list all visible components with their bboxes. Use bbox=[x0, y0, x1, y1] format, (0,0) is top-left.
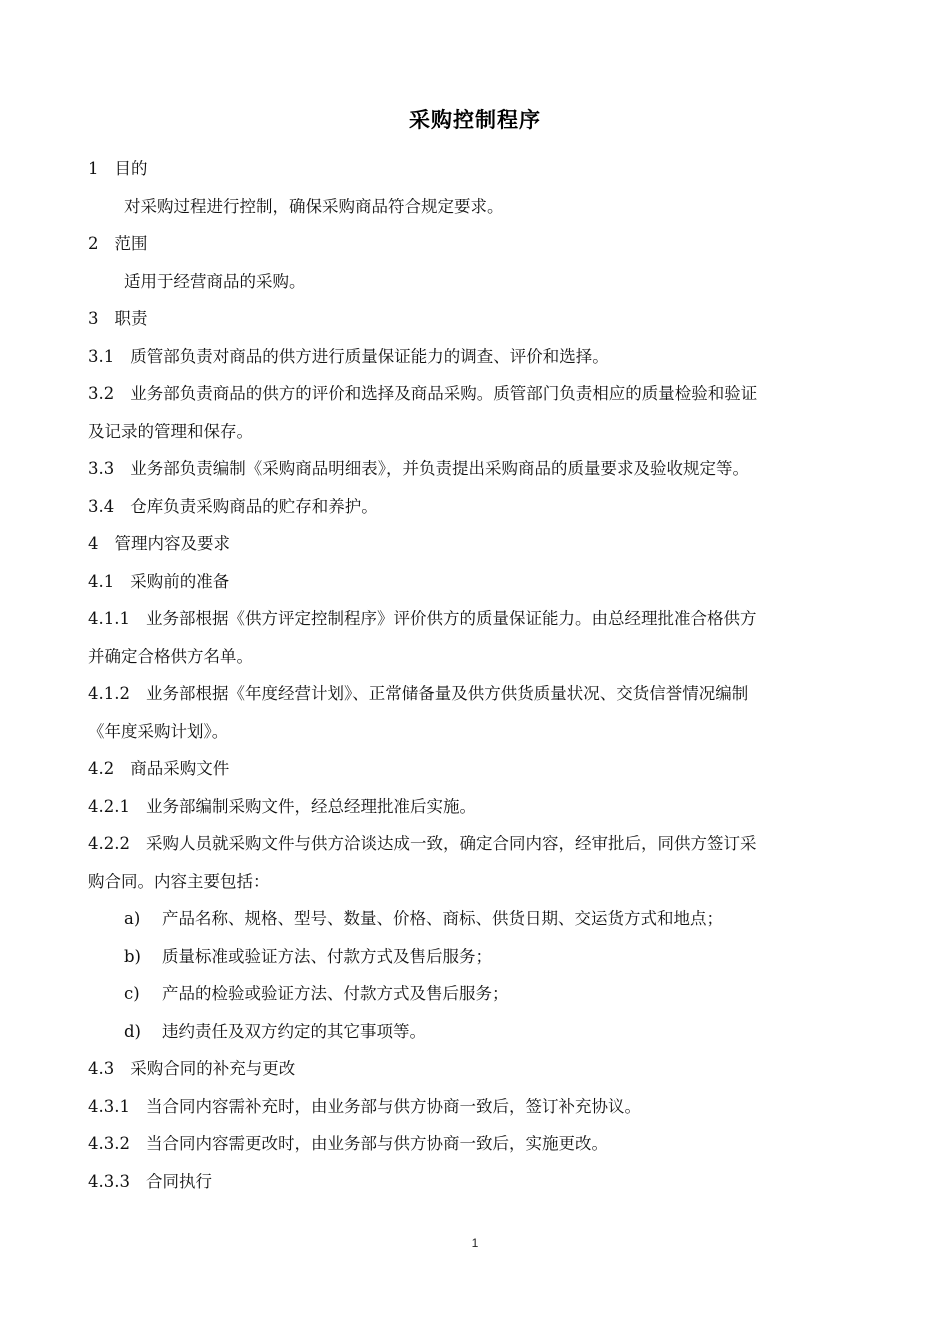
heading-1 bbox=[88, 150, 868, 188]
section-number: 4.2 bbox=[88, 759, 115, 778]
section-text: 质管部负责对商品的供方进行质量保证能力的调查、评价和选择。 bbox=[130, 346, 609, 366]
section-text: 业务部根据《年度经营计划》、正常储备量及供方供货质量状况、交货信誉情况编制 bbox=[145, 684, 749, 703]
clause-4-1 bbox=[88, 563, 868, 601]
section-text: 采购合同的补充与更改 bbox=[130, 1059, 296, 1078]
section-text: 范围 bbox=[114, 234, 148, 253]
section-number: 4.1.2 bbox=[88, 684, 130, 703]
list-marker: d) bbox=[124, 1021, 141, 1041]
clause-continuation: 及记录的管理和保存。 bbox=[88, 421, 253, 441]
section-number: 3.2 bbox=[88, 384, 115, 403]
section-number: 3.4 bbox=[88, 496, 115, 516]
clause-4-1-2 bbox=[88, 675, 868, 713]
clause-3-2 bbox=[88, 375, 868, 413]
section-text: 业务部负责商品的供方的评价和选择及商品采购。质管部门负责相应的质量检验和验证 bbox=[130, 384, 758, 403]
heading-2 bbox=[88, 225, 868, 263]
section-text: 商品采购文件 bbox=[130, 759, 230, 778]
list-item bbox=[88, 938, 868, 976]
section-number: 4.1 bbox=[88, 571, 115, 591]
section-text: 仓库负责采购商品的贮存和养护。 bbox=[130, 496, 378, 516]
section-number: 3.3 bbox=[88, 459, 115, 478]
section-text: 业务部编制采购文件，经总经理批准后实施。 bbox=[145, 796, 476, 816]
page-number: 1 bbox=[471, 1236, 479, 1250]
section-number: 4.3.1 bbox=[88, 1096, 130, 1116]
section-text: 管理内容及要求 bbox=[114, 534, 230, 553]
clause-3-3 bbox=[88, 450, 868, 488]
clause-3-1 bbox=[88, 338, 868, 376]
list-marker: a) bbox=[124, 909, 141, 928]
clause-4-1-1 bbox=[88, 600, 868, 638]
clause-4-2-2 bbox=[88, 825, 868, 863]
section-text: 目的 bbox=[114, 159, 148, 178]
clause-4-2 bbox=[88, 750, 868, 788]
list-text: 质量标准或验证方法、付款方式及售后服务； bbox=[162, 946, 492, 966]
section-text: 采购前的准备 bbox=[130, 571, 230, 591]
clause-4-3-1 bbox=[88, 1088, 868, 1126]
document-body bbox=[88, 150, 868, 1200]
clause-4-3-3 bbox=[88, 1163, 868, 1201]
section-number: 4.2.2 bbox=[88, 834, 130, 853]
section-text: 业务部根据《供方评定控制程序》评价供方的质量保证能力。由总经理批准合格供方 bbox=[145, 609, 757, 628]
list-text: 产品的检验或验证方法、付款方式及售后服务； bbox=[162, 984, 509, 1003]
list-item bbox=[88, 1013, 868, 1051]
list-item bbox=[88, 900, 868, 938]
clause-4-3 bbox=[88, 1050, 868, 1088]
section-number: 1 bbox=[88, 159, 99, 178]
section-number: 4 bbox=[88, 534, 99, 553]
list-marker: c) bbox=[124, 984, 140, 1003]
document-title: 采购控制程序 bbox=[409, 108, 541, 132]
section-number: 4.3 bbox=[88, 1059, 115, 1078]
section-number: 4.1.1 bbox=[88, 609, 130, 628]
list-text: 违约责任及双方约定的其它事项等。 bbox=[162, 1021, 426, 1041]
section-number: 4.3.3 bbox=[88, 1171, 130, 1191]
list-marker: b) bbox=[124, 946, 141, 966]
section-number: 2 bbox=[88, 234, 99, 253]
clause-4-2-1 bbox=[88, 788, 868, 826]
clause-continuation: 并确定合格供方名单。 bbox=[88, 646, 253, 666]
section-number: 4.3.2 bbox=[88, 1134, 130, 1153]
list-item bbox=[88, 975, 868, 1013]
clause-3-4 bbox=[88, 488, 868, 526]
section-number: 3 bbox=[88, 309, 99, 328]
section-text: 业务部负责编制《采购商品明细表》，并负责提出采购商品的质量要求及验收规定等。 bbox=[130, 459, 749, 478]
section-text: 采购人员就采购文件与供方洽谈达成一致，确定合同内容，经审批后，同供方签订采 bbox=[145, 834, 757, 853]
clause-continuation: 购合同。内容主要包括： bbox=[88, 871, 270, 891]
clause-4-3-2 bbox=[88, 1125, 868, 1163]
clause-continuation: 《年度采购计划》。 bbox=[88, 721, 229, 741]
section-text: 当合同内容需补充时，由业务部与供方协商一致后，签订补充协议。 bbox=[145, 1096, 641, 1116]
heading-3 bbox=[88, 300, 868, 338]
section-text: 合同执行 bbox=[145, 1171, 212, 1191]
heading-4 bbox=[88, 525, 868, 563]
list-text: 产品名称、规格、型号、数量、价格、商标、供货日期、交运货方式和地点； bbox=[162, 909, 723, 928]
section-number: 3.1 bbox=[88, 346, 115, 366]
section-text: 职责 bbox=[114, 309, 148, 328]
section-number: 4.2.1 bbox=[88, 796, 130, 816]
paragraph: 适用于经营商品的采购。 bbox=[124, 271, 306, 291]
paragraph: 对采购过程进行控制，确保采购商品符合规定要求。 bbox=[124, 196, 504, 216]
section-text: 当合同内容需更改时，由业务部与供方协商一致后，实施更改。 bbox=[145, 1134, 608, 1153]
